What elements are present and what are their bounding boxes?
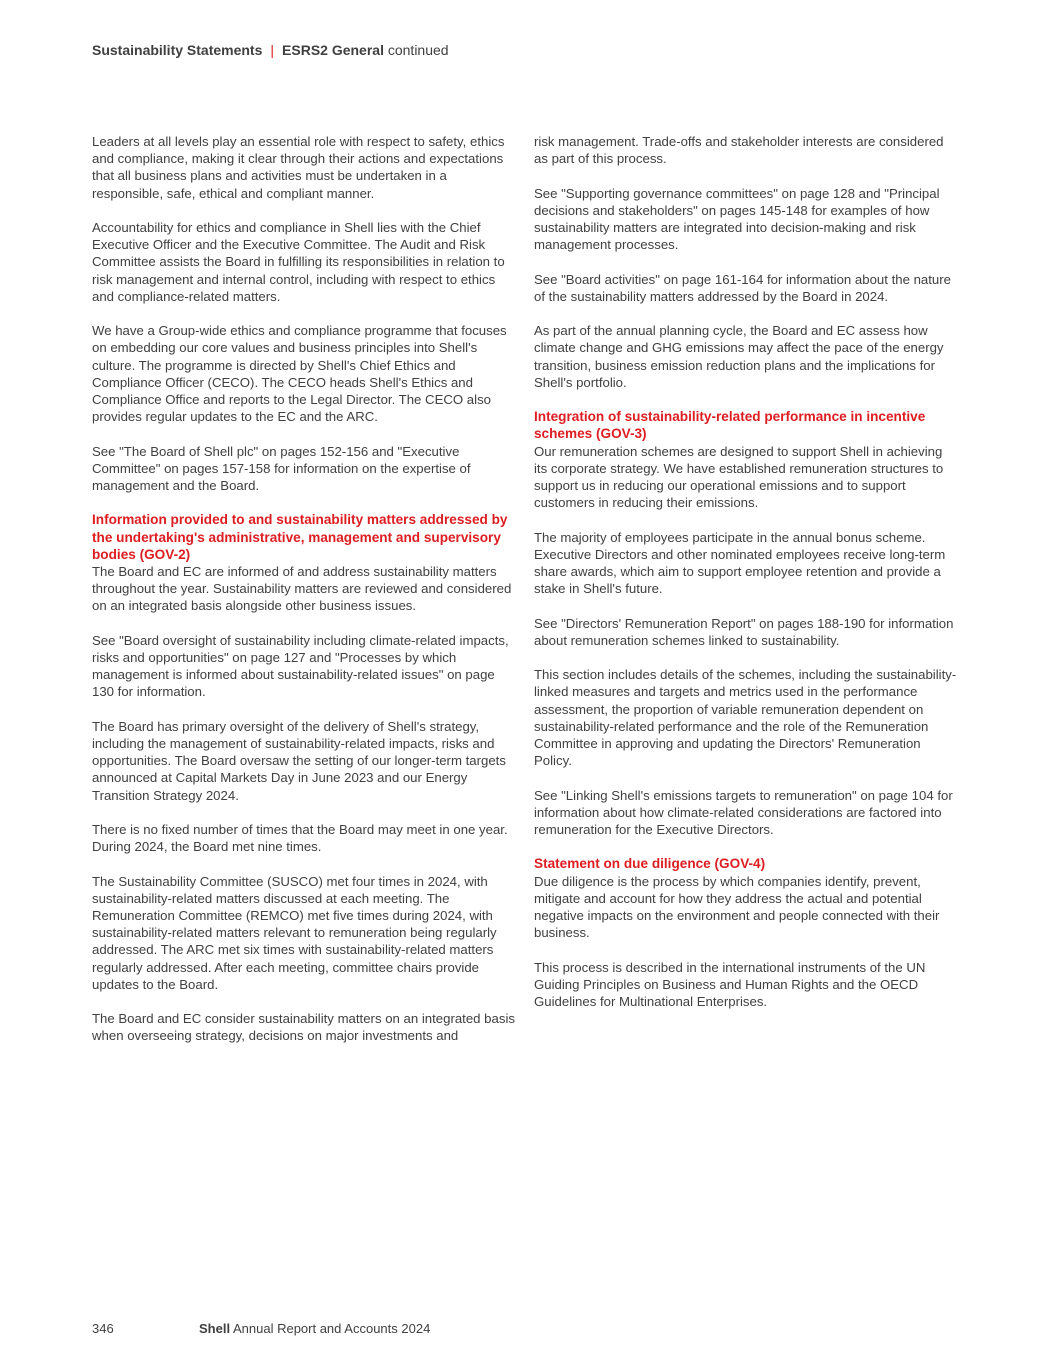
section-heading-gov4: Statement on due diligence (GOV-4) — [534, 856, 766, 872]
paragraph: This section includes details of the schemes, including the sustainability-linked measures and targets and metrics used in the performance assessment, the proportion of variable remuneration dependent on sustainability-related performance and the role of the Remuneration Committee in approving and updating the Directors' Remuneration Policy. — [534, 667, 957, 769]
paragraph: The Board and EC consider sustainability matters on an integrated basis when overseeing strategy, decisions on major investments and — [92, 1011, 515, 1044]
paragraph: This process is described in the international instruments of the UN Guiding Principles on Business and Human Rights and the OECD Guidelines for Multinational Enterprises. — [534, 959, 926, 1009]
right-column — [534, 133, 958, 1027]
paragraph: See "Board oversight of sustainability including climate-related impacts, risks and opportunities" on page 127 and "Processes by which management is informed about sustainability-related issues" on page 130 for information. — [92, 632, 509, 700]
paragraph: Leaders at all levels play an essential role with respect to safety, ethics and compliance, making it clear through their actions and expectations that all business plans and activities must be undertaken in a responsible, safe, ethical and compliant manner. — [92, 134, 505, 201]
paragraph: As part of the annual planning cycle, the Board and EC assess how climate change and GHG emissions may affect the pace of the energy transition, business emission reduction plans and the implications for Shell's portfolio. — [534, 323, 944, 390]
paragraph: We have a Group-wide ethics and compliance programme that focuses on embedding our core values and business principles into Shell's culture. The programme is directed by Shell's Chief Ethics and Compliance Officer (CECO). The CECO heads Shell's Ethics and Compliance Office and reports to the Legal Director. The CECO also provides regular updates to the EC and the ARC. — [92, 323, 507, 425]
paragraph: See "Directors' Remuneration Report" on pages 188-190 for information about remuneration schemes linked to sustainability. — [534, 615, 954, 648]
page-number: 346 — [92, 1321, 114, 1336]
header-divider: | — [270, 42, 275, 58]
header-continued: continued — [387, 42, 449, 58]
paragraph: Our remuneration schemes are designed to support Shell in achieving its corporate strategy. We have established remuneration structures to support us in reducing our operational emissions and to support customers in reducing their emissions. — [534, 443, 944, 511]
section-heading-gov3: Integration of sustainability-related performance in incentive schemes (GOV-3) — [534, 409, 926, 442]
footer-brand-name: Shell — [199, 1321, 231, 1336]
footer-report-title: Annual Report and Accounts 2024 — [232, 1321, 431, 1336]
running-header — [92, 42, 449, 58]
left-column — [92, 133, 516, 1062]
paragraph: Due diligence is the process by which companies identify, prevent, mitigate and account for how they address the actual and potential negative impacts on the environment and people connected with their business. — [534, 873, 940, 941]
footer-brand — [199, 1321, 430, 1336]
paragraph: See "Linking Shell's emissions targets to remuneration" on page 104 for information about how climate-related considerations are factored into remuneration for the Executive Directors. — [534, 787, 953, 837]
paragraph: See "The Board of Shell plc" on pages 152-156 and "Executive Committee" on pages 157-158 for information on the expertise of management and the Board. — [92, 443, 471, 494]
paragraph: See "Supporting governance committees" on page 128 and "Principal decisions and stakeholders" on pages 145-148 for examples of how sustainability matters are integrated into decision-making and risk management processes. — [534, 185, 940, 253]
paragraph: See "Board activities" on page 161-164 for information about the nature of the sustainability matters addressed by the Board in 2024. — [534, 271, 951, 304]
paragraph: The Board and EC are informed of and address sustainability matters throughout the year. Sustainability matters are reviewed and considered on an integrated basis alongside other business issues. — [92, 564, 512, 614]
header-subsection: ESRS2 General — [282, 42, 384, 58]
paragraph: The majority of employees participate in the annual bonus scheme. Executive Directors and other nominated employees receive long-term share awards, which aim to support employee retention and provide a stake in Shell's future. — [534, 529, 946, 597]
paragraph: The Sustainability Committee (SUSCO) met four times in 2024, with sustainability-related matters discussed at each meeting. The Remuneration Committee (REMCO) met five times during 2024, with sustainability-related matters relevant to remuneration being regularly addressed. The ARC met six times with sustainability-related matters regularly addressed. After each meeting, committee chairs provide updates to the Board. — [92, 873, 497, 992]
header-section: Sustainability Statements — [92, 42, 263, 58]
paragraph: There is no fixed number of times that the Board may meet in one year. During 2024, the Board met nine times. — [92, 822, 508, 855]
paragraph: The Board has primary oversight of the delivery of Shell's strategy, including the management of sustainability-related impacts, risks and opportunities. The Board oversaw the setting of our longer-term targets announced at Capital Markets Day in June 2023 and our Energy Transition Strategy 2024. — [92, 718, 506, 803]
paragraph: Accountability for ethics and compliance in Shell lies with the Chief Executive Officer and the Executive Committee. The Audit and Risk Committee assists the Board in fulfilling its responsibilities in relation to risk management and internal control, including with respect to ethics and compliance-related matters. — [92, 220, 505, 304]
section-heading-gov2: Information provided to and sustainability matters addressed by the undertaking's administrative, management and supervisory bodies (GOV-2) — [92, 512, 508, 562]
paragraph: risk management. Trade-offs and stakeholder interests are considered as part of this process. — [534, 134, 944, 167]
